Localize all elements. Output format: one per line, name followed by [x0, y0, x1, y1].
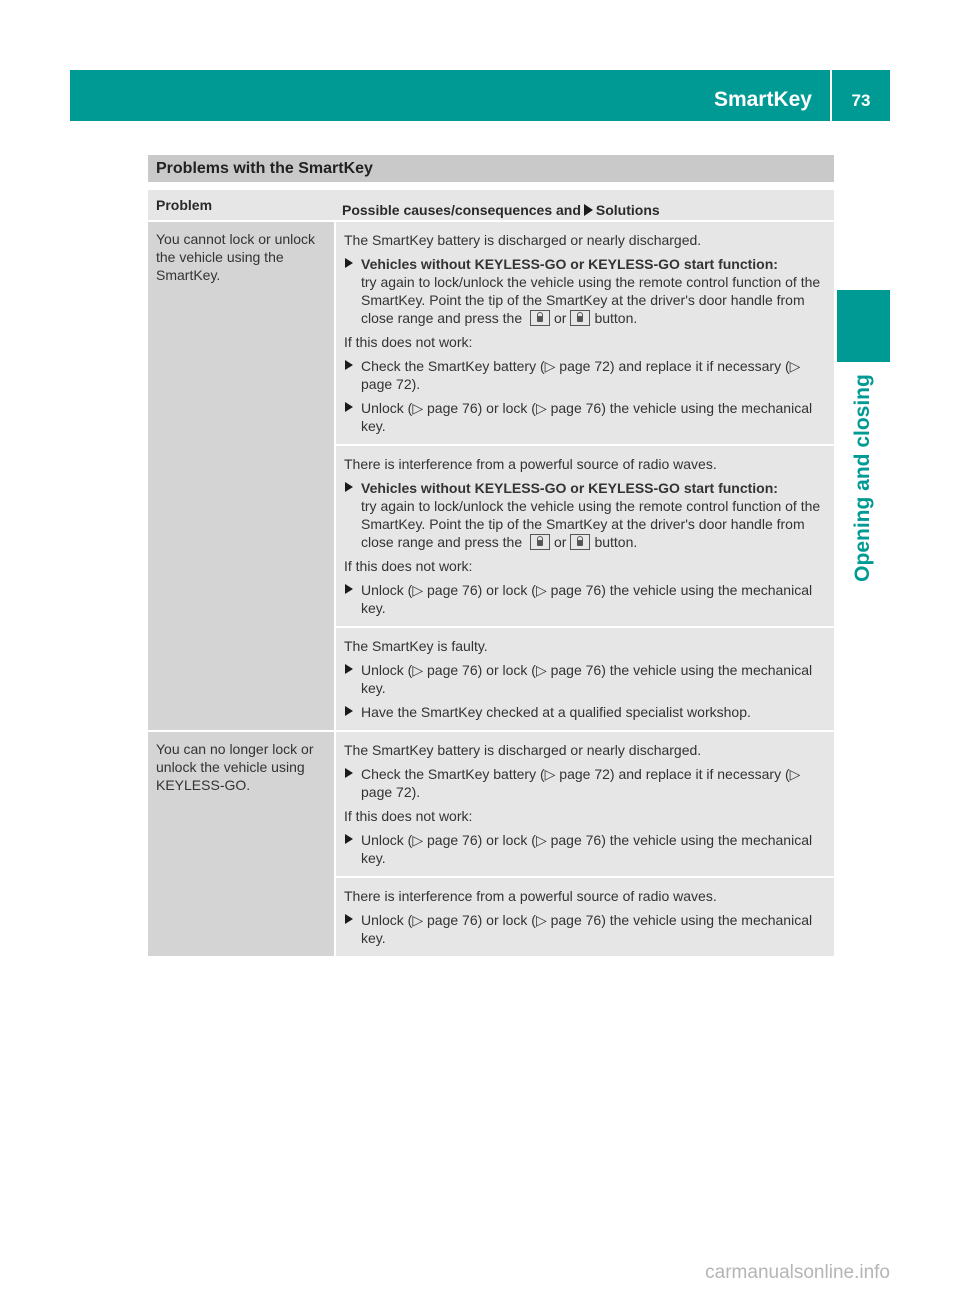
arrow-icon: [345, 664, 353, 674]
step: [344, 399, 826, 435]
step-body: try again to lock/unlock the vehicle using the remote control function of the SmartKey. Point the tip of the SmartKey at the driver's door handle from close range and press the: [361, 274, 821, 326]
cause-block: [336, 732, 834, 876]
step-text: Unlock (▷ page 76) or lock (▷ page 76) the vehicle using the mechanical key.: [361, 832, 813, 866]
cause-text: The SmartKey is faulty.: [344, 638, 488, 654]
step-or: or: [554, 310, 567, 326]
step-heading: Vehicles without KEYLESS-GO or KEYLESS-GO start function:: [361, 256, 778, 272]
step-text: Unlock (▷ page 76) or lock (▷ page 76) the vehicle using the mechanical key.: [361, 912, 813, 946]
chapter-label: Opening and closing: [851, 374, 874, 582]
note-text: If this does not work:: [344, 808, 473, 824]
cause-block: [336, 628, 834, 730]
arrow-icon: [345, 768, 353, 778]
arrow-icon: [584, 204, 593, 216]
step-body: try again to lock/unlock the vehicle using the remote control function of the SmartKey. Point the tip of the SmartKey at the driver's door handle from close range and press the: [361, 498, 821, 550]
arrow-icon: [345, 706, 353, 716]
arrow-icon: [345, 834, 353, 844]
cause-block: [336, 878, 834, 956]
step: [344, 479, 826, 551]
step: [344, 661, 826, 697]
cause-block: [336, 446, 834, 626]
step-or: or: [554, 534, 567, 550]
step: [344, 911, 826, 947]
cause-text: The SmartKey battery is discharged or nearly discharged.: [344, 742, 702, 758]
arrow-icon: [345, 584, 353, 594]
step-text: Check the SmartKey battery (▷ page 72) and replace it if necessary (▷ page 72).: [361, 358, 801, 392]
step: [344, 831, 826, 867]
troubleshooting-table: [148, 190, 834, 958]
table-header: [148, 190, 834, 220]
step: [344, 765, 826, 801]
step: [344, 703, 826, 721]
note-text: If this does not work:: [344, 334, 473, 350]
column-header-solution: [334, 190, 834, 220]
cause-block: [336, 222, 834, 444]
arrow-icon: [345, 258, 353, 268]
arrow-icon: [345, 402, 353, 412]
page-header: [70, 70, 890, 121]
note-text: If this does not work:: [344, 558, 473, 574]
cause-text: There is interference from a powerful source of radio waves.: [344, 888, 717, 904]
step-text: Have the SmartKey checked at a qualified specialist workshop.: [361, 704, 751, 720]
cause-text: There is interference from a powerful source of radio waves.: [344, 456, 717, 472]
unlock-button-icon: [530, 534, 550, 550]
step-text: Unlock (▷ page 76) or lock (▷ page 76) the vehicle using the mechanical key.: [361, 400, 813, 434]
step: [344, 255, 826, 327]
step-text: Unlock (▷ page 76) or lock (▷ page 76) the vehicle using the mechanical key.: [361, 582, 813, 616]
column-header-solutions: Solutions: [595, 201, 660, 218]
step-body-end: button.: [594, 310, 638, 326]
lock-button-icon: [570, 310, 590, 326]
step-body-end: button.: [594, 534, 638, 550]
header-title: SmartKey: [713, 88, 812, 111]
step: [344, 357, 826, 393]
table-row: [148, 222, 834, 730]
cause-column: [336, 732, 834, 956]
lock-button-icon: [570, 534, 590, 550]
problem-cell: You can no longer lock or unlock the vehicle using KEYLESS-GO.: [148, 732, 334, 956]
cause-text: The SmartKey battery is discharged or nearly discharged.: [344, 232, 702, 248]
step-heading: Vehicles without KEYLESS-GO or KEYLESS-GO start function:: [361, 480, 778, 496]
arrow-icon: [345, 360, 353, 370]
arrow-icon: [345, 482, 353, 492]
page-number: 73: [851, 91, 871, 110]
table-row: [148, 732, 834, 956]
unlock-button-icon: [530, 310, 550, 326]
chapter-tab: [837, 290, 890, 362]
step-text: Check the SmartKey battery (▷ page 72) and replace it if necessary (▷ page 72).: [361, 766, 801, 800]
watermark: carmanualsonline.info: [705, 1262, 890, 1283]
cause-column: [336, 222, 834, 730]
step: [344, 581, 826, 617]
problem-cell: You cannot lock or unlock the vehicle using the SmartKey.: [148, 222, 334, 730]
section-title: Problems with the SmartKey: [148, 155, 834, 182]
column-header-problem: Problem: [156, 197, 213, 213]
column-header-causes: Possible causes/consequences and: [342, 201, 581, 218]
step-text: Unlock (▷ page 76) or lock (▷ page 76) the vehicle using the mechanical key.: [361, 662, 813, 696]
arrow-icon: [345, 914, 353, 924]
